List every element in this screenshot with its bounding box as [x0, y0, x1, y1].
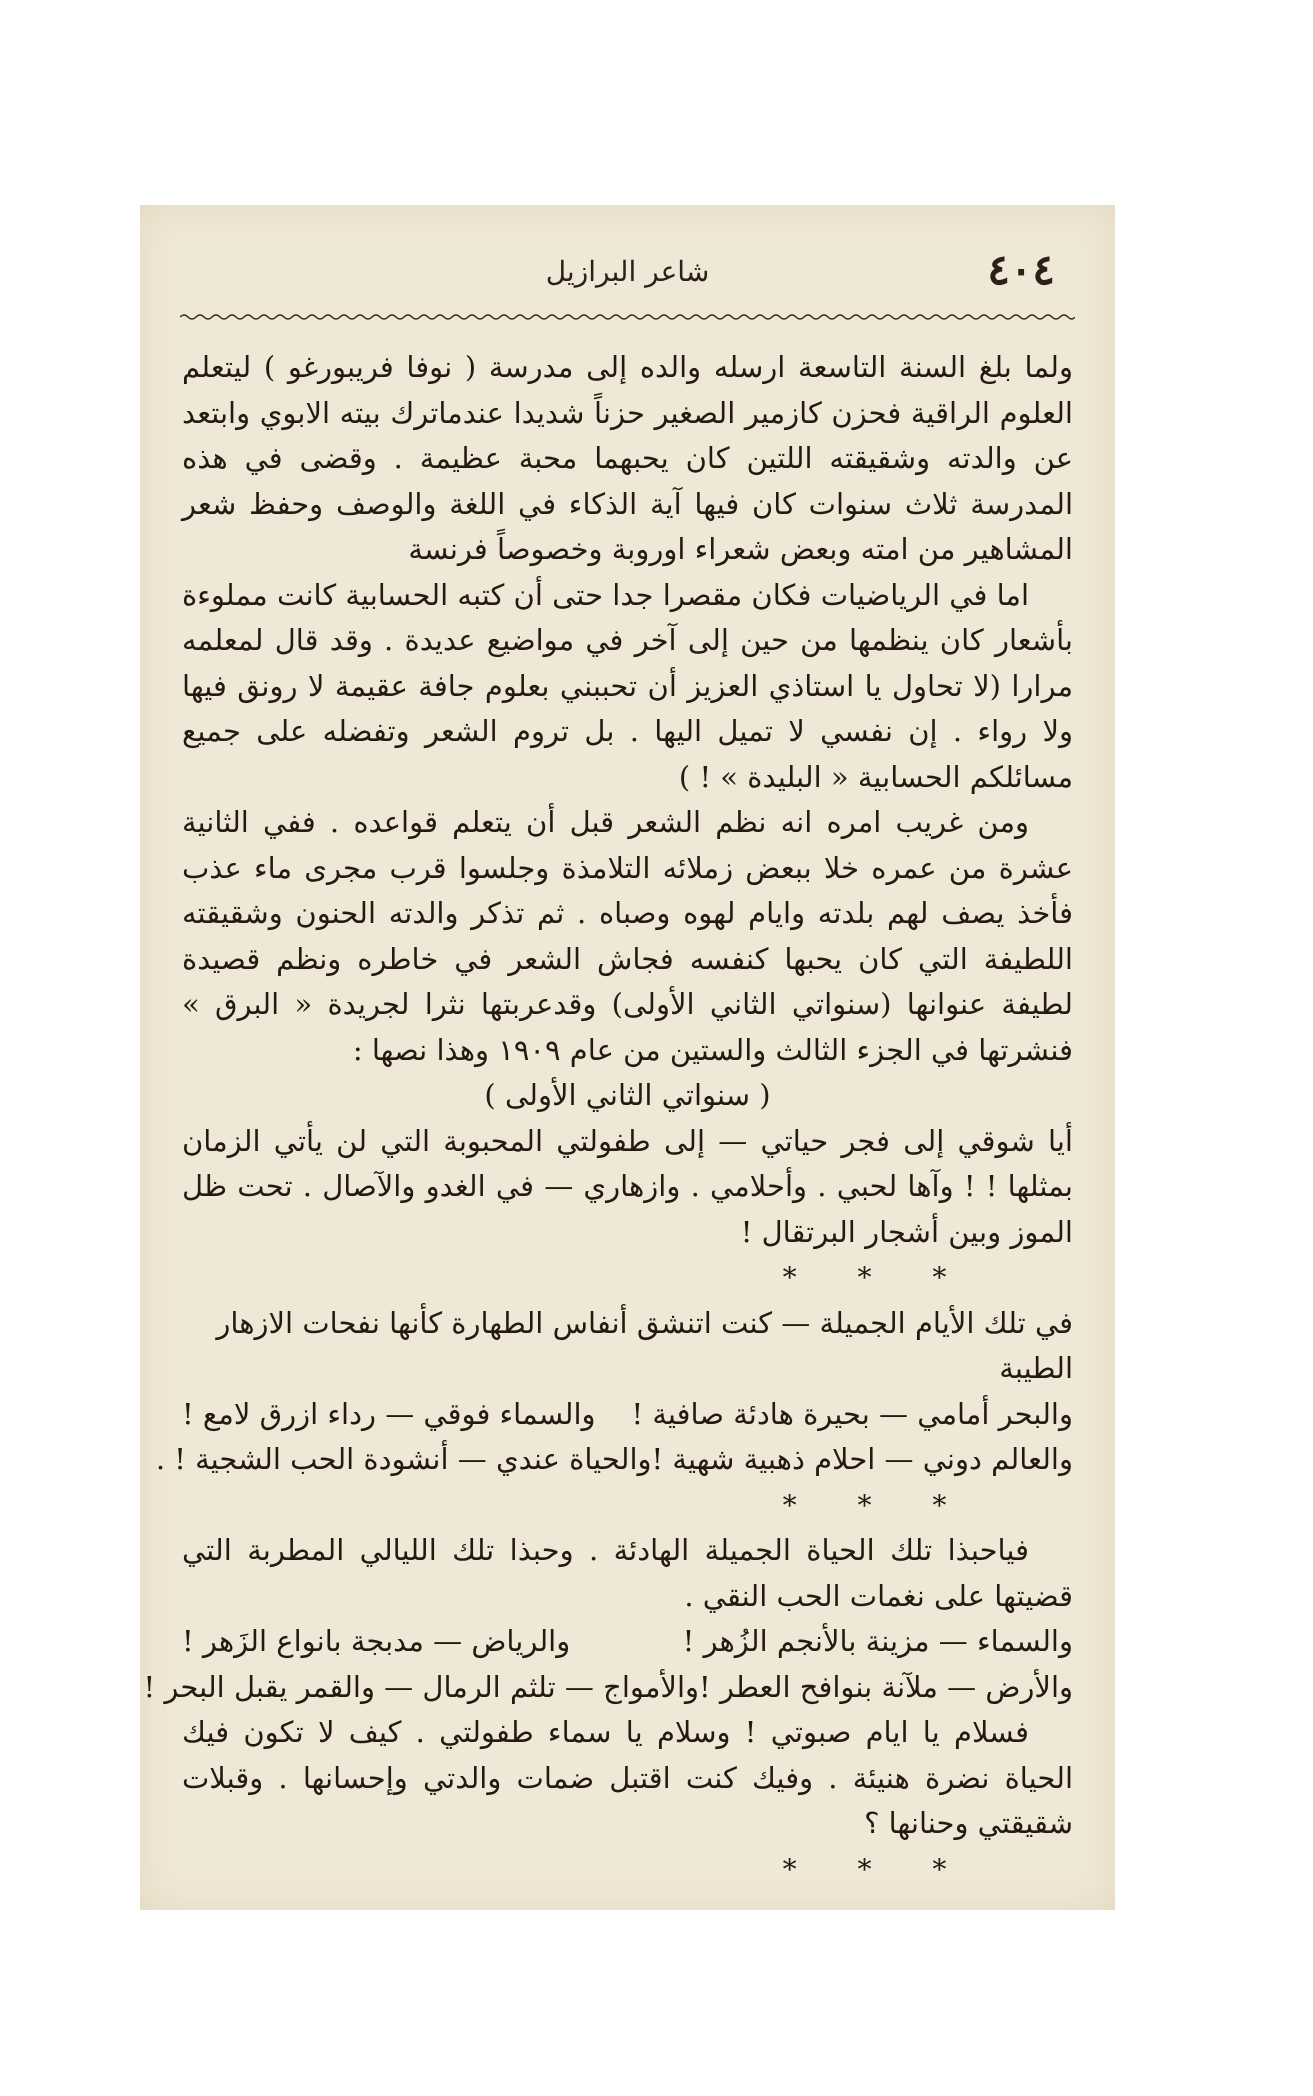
stanza-2-line-2	[182, 1392, 1073, 1438]
paragraph-1: ولما بلغ السنة التاسعة ارسله والده إلى مدرسة ( نوفا فريبورغو ) ليتعلم العلوم الراقية فحزن كازمير الصغير حزناً شديدا عندماترك بيته الابوي وابتعد عن والدته وشقيقته اللتين كان يحبهما محبة عظيمة . وقضى في هذه المدرسة ثلاث سنوات كان فيها آية الذكاء في اللغة والوصف وحفظ شعر المشاهير من امته وبعض شعراء اوروبة وخصوصاً فرنسة	[182, 350, 1073, 566]
stanza-4-rest: فسلام يا ايام صبوتي ! وسلام يا سماء طفولتي . كيف لا تكون فيك الحياة نضرة هنيئة . وفيك كنت اقتبل ضمات والدتي وإحسانها . وقبلات شقيقتي وحنانها ؟	[182, 1715, 1073, 1840]
book-page	[140, 205, 1115, 1910]
stanza-4-line-2	[143, 1665, 1073, 1711]
stanza-4-line-2-left: والأمواج — تلثم الرمال — والقمر يقبل البحر !	[143, 1669, 700, 1704]
stars-divider-3: * * *	[782, 1852, 973, 1886]
stars-divider-2: * * *	[782, 1488, 973, 1522]
stanza-4-line-1-left: والرياض — مدبجة بانواع الزَهر !	[182, 1624, 571, 1658]
page-header	[140, 245, 1115, 305]
poem-title: ( سنواتي الثاني الأولى )	[484, 1078, 771, 1112]
stanza-1: أيا شوقي إلى فجر حياتي — إلى طفولتي المحبوبة التي لن يأتي الزمان بمثلها ! ! وآها لحبي . وأحلامي . وازهاري — في الغدو والآصال . تحت ظل الموز وبين أشجار البرتقال !	[182, 1123, 1073, 1249]
running-title: شاعر البرازيل	[545, 255, 710, 288]
stanza-2-line-3-right: والعالم دوني — احلام ذهبية شهية !	[651, 1442, 1073, 1476]
stanza-4-line-1-right: والسماء — مزينة بالأنجم الزُهر !	[682, 1624, 1073, 1658]
stanza-2-line-3	[155, 1437, 1073, 1483]
stars-divider-1: * * *	[782, 1261, 973, 1294]
stanza-2-line-2-left: والسماء فوقي — رداء ازرق لامع !	[182, 1396, 596, 1431]
stanza-4-line-1	[182, 1619, 1073, 1665]
stanza-2-line-2-right: والبحر أمامي — بحيرة هادئة صافية !	[631, 1396, 1073, 1431]
stanza-4-line-2-right: والأرض — ملآنة بنوافح العطر !	[699, 1669, 1073, 1704]
stanza-2-line-1: في تلك الأيام الجميلة — كنت اتنشق أنفاس الطهارة كأنها نفحات الازهار الطيبة	[216, 1305, 1073, 1385]
page-number: ٤٠٤	[987, 245, 1055, 294]
stanza-3: فياحبذا تلك الحياة الجميلة الهادئة . وحبذا تلك الليالي المطربة التي قضيتها على نغمات الحب النقي .	[182, 1533, 1073, 1613]
header-rule	[180, 313, 1075, 321]
stanza-2-line-3-left: والحياة عندي — أنشودة الحب الشجية ! .	[155, 1442, 652, 1476]
paragraph-2: اما في الرياضيات فكان مقصرا جدا حتى أن كتبه الحسابية كانت مملوءة بأشعار كان ينظمها من حين إلى آخر في مواضيع عديدة . وقد قال لمعلمه مرارا (لا تحاول يا استاذي العزيز أن تحببني بعلوم جافة عقيمة لا رونق فيها ولا رواء . إن نفسي لا تميل اليها . بل تروم الشعر وتفضله على جميع مسائلكم الحسابية « البليدة » ! )	[182, 577, 1073, 794]
body-text	[143, 345, 1073, 1892]
paragraph-3: ومن غريب امره انه نظم الشعر قبل أن يتعلم قواعده . ففي الثانية عشرة من عمره خلا ببعض زملائه التلامذة وجلسوا قرب مجرى ماء عذب فأخذ يصف لهم بلدته وايام لهوه وصباه . ثم تذكر والدته الحنون وشقيقته اللطيفة التي كان يحبها كنفسه فجاش الشعر في خاطره ونظم قصيدة لطيفة عنوانها (سنواتي الثاني الأولى) وقدعربتها نثرا لجريدة « البرق » فنشرتها في الجزء الثالث والستين من عام ١٩٠٩ وهذا نصها :	[182, 805, 1073, 1067]
